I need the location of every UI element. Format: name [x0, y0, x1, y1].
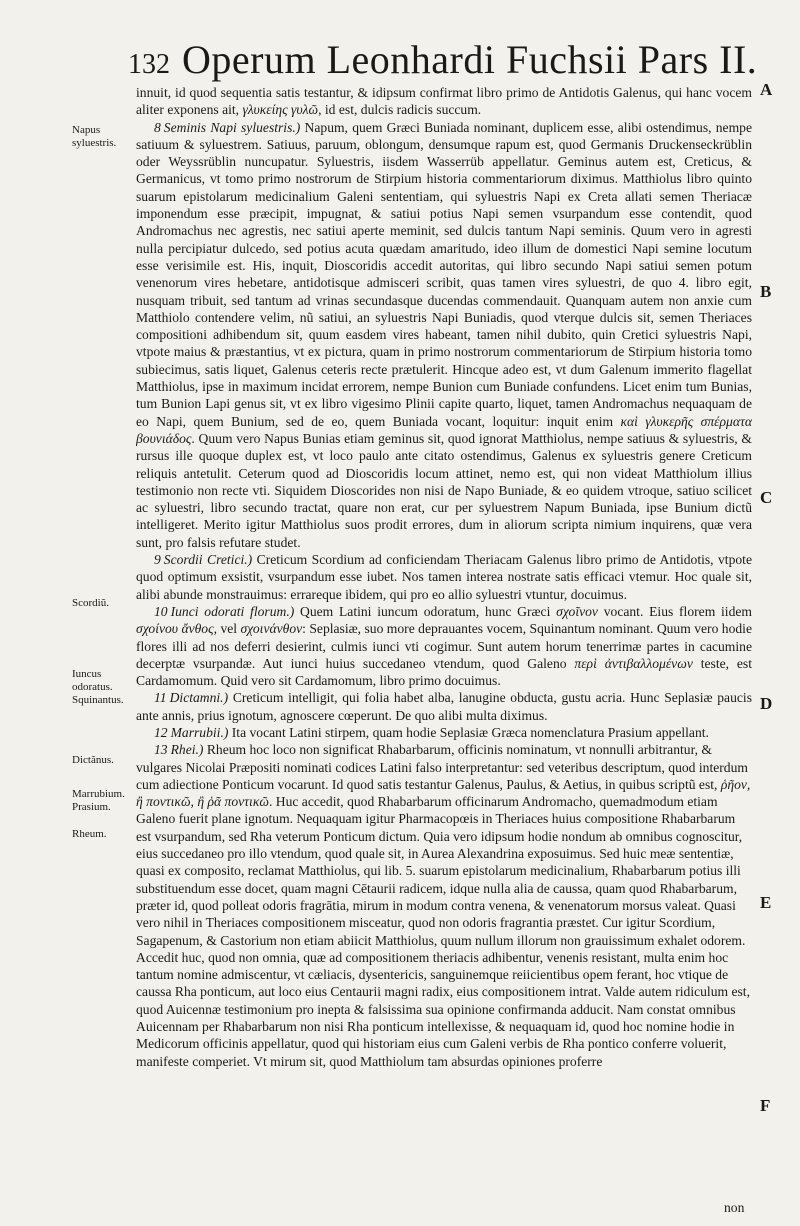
lemma: Scordii Cretici.)	[163, 552, 253, 568]
margin-note-marrubium: Marrubium. Prasium.	[72, 788, 125, 813]
paragraph	[136, 689, 752, 724]
section-letter-a: A	[760, 80, 773, 99]
running-title: Operum Leonhardi Fuchsii Pars II.	[182, 37, 758, 82]
text-run: Creticum intelligit, qui folia habet alba, lanugine obducta, gustu acria. Hunc Seplasiæ paucis ante annis, prius ignotum, agnoscere cœperunt. De quo alibi multa diximus.	[136, 690, 752, 723]
text-run: , id est, dulcis radicis succum.	[318, 102, 482, 118]
greek-phrase: σχοίνου ἄνθος	[136, 621, 214, 637]
lemma: Iunci odorati florum.)	[170, 603, 295, 619]
text-run: , vel	[213, 621, 241, 637]
lemma: Dictamni.)	[169, 690, 229, 706]
text-run: innuit, id quod sequentia satis testantur, & idipsum confirmat libro primo de Antidotis Galenus, qui hanc vocem aliter exponens ait,	[136, 85, 752, 118]
note-number: 10	[154, 603, 168, 619]
greek-phrase: γλυκείης γυλῶ	[242, 102, 319, 118]
body-text	[136, 84, 752, 1218]
section-letter-f: F	[760, 1096, 771, 1115]
greek-phrase: σχοῖνον	[556, 603, 598, 619]
text-run: Rheum hoc loco non significat Rhabarbarum, officinis nominatum, vt nonnulli arbitrantur, & vulgares Nicolai Præpositi nominati codices Latini falso interpretantur: sed veteribus descriptum, quod interdum cum adiectione Ponticum vocarunt. Id quod satis testantur Galenus, Paulus, & Aetius, in quibus scriptũ est,	[136, 742, 748, 792]
text-run: teste, est Cardamomum. Quid vero sit Cardamomum, libro primo docuimus.	[136, 655, 752, 689]
section-letter-d: D	[760, 694, 773, 713]
margin-note-napus: Napus syluestris.	[72, 124, 117, 149]
lemma: Seminis Napi syluestris.)	[163, 119, 301, 135]
greek-phrase: περὶ ἀντιβαλλομένων	[574, 655, 693, 671]
paragraph	[136, 724, 752, 741]
text-run: Napum, quem Græci Buniada nominant, duplicem esse, alibi ostendimus, nempe satiuum & syluestrem. Satiuus, paruum, oblongum, densumque rapum est, quod Germanis Druckenseckrüblin oder Weyssrüblin nuncupatur. Syluestris, iisdem Wasserrüb appellatur. Geminus autem est, Creticus, & Germanicus, vt tomo primo nostrorum de Stirpium historia commentariorum diximus. Matthiolus libro quinto suarum epistolarum medicinalium Galeni sententiam, qui syluestris Napi ex Creta allati semen Theriacæ imponendum esse præcipit, impugnat, & satiui potius Napi semen vsurpandum esse contendit, quod Andromachus nec agrestis, nec satiui aperte meminit, sed dulcis tantum Napi seminis. Quum vero in agresti nulla percipiatur dulcedo, sed potius acuta quædam amaritudo, ideo illum de domestici Napi semine locutum esse verisimile est. His, inquit, Dioscoridis accedit autoritas, qui libro secundo Napi satiui semen potum venenorum vires hebetare, antidotisque admisceri scribit, quas tamen vires syluestri, de quo 4. libro egit, nusquam tribuit, sed tantum ad vrinas secundasque ducendas commendauit. Quanquam autem non anxie cum Matthiolo contendere velim, nũ satiui, an syluestris Napi Buniadis, quod vterque dulcis sit, semen Theriaces compositioni adhibendum sit, quum easdem vires habeant, tamen nihil dubito, quin Cretici syluestris Napi, vtpote maius & præstantius, vt ex pictura, quam in primo nostrorum commentariorum de Stirpium historia tomo subiecimus, satis liquet, Galenus ceteris recte prætulerit. Hincque adeo est, vt dum Galenum immerito flagellat Matthiolus, ipse in maximum incidat errorem, nempe Bunion cum Buniade confundens. Licet enim tum Bunias, tum Bunion Lapi genus sit, vt ex libro vigesimo Plinii capite quarto, liquet, tamen Andromachus nequaquam de eo Napi, quem Bunium, sed de eo, quem Buniada vocant, loquitur: inquit enim	[136, 119, 752, 429]
note-number: 11	[154, 690, 167, 706]
text-run: : Seplasiæ, suo more deprauantes vocem, Squinantum nominant. Quum vero hodie flores illi ad nos deferri desierint, culmis iunci vti cogimur. Sunt autem horum tenerrimæ partes in cacumine decerptæ vsurpandæ. Aut iunci huius succedaneo vtendum, quod Galeno	[136, 621, 752, 671]
margin-note-rheum: Rheum.	[72, 828, 107, 840]
text-run: . Quum vero Napus Bunias etiam geminus sit, quod ignorat Matthiolus, nempe satiuus & syluestris, & rursus ille quoque duplex est, vt loco paulo ante citato ostendimus, Galenus ex syluestris genere Creticum reliquis antetulit. Ceterum quod ad Dioscoridis locum attinet, nemo est, qui non videat Matthiolum illius testimonio non recte vti. Siquidem Dioscorides non nisi de Napo Buniade, & eo quidem vtroque, satiuo scilicet ac syluestri, libro secundo tractat, quare non erat, cur per syluestrem Napum Buniada, ipse Bunium dictũ intelligeret. Merito igitur Matthiolus suos prodit errores, dum in aliorum scripta nimium inquirens, quæ vera sunt, pro falsis refutare studet.	[136, 430, 752, 550]
note-number: 12	[154, 724, 168, 740]
text-run: vocant. Eius florem iidem	[597, 603, 752, 619]
text-run: Quem Latini iuncum odoratum, hunc Græci	[294, 603, 557, 619]
paragraph	[136, 551, 752, 603]
section-letter-e: E	[760, 893, 772, 912]
page-header	[128, 36, 758, 86]
section-letter-b: B	[760, 282, 772, 301]
margin-note-dictamnus: Dictãnus.	[72, 754, 114, 766]
lemma: Rhei.)	[170, 742, 204, 758]
text-run: . Huc accedit, quod Rhabarbarum officinarum Andromacho, quemadmodum etiam Galeno fuerit plane ignotum. Nequaquam igitur Pharmacopœis in Theriaces huius compositione Rhabarbarum est vsurpandum, sed Rha veterum Ponticum dictum. Quia vero idipsum hodie nondum ab omnibus cognoscitur, eius succedaneo pro illo vtendum, quod quale sit, in Aurea Alexandrina exposuimus. Sed huic meæ sententiæ, quasi ex composito, reclamat Matthiolus, qui lib. 5. suarum epistolarum medicinalium, Rhabarbarum potius illi substituendum esse docet, quam magni Cētaurii radicem, idque nulla alia de caussa, quam quod Rhabarbarum, præter id, quod polleat odoris fragrātia, mirum in modum contra venena, & venenatorum morsus valeat. Quasi vero nihil in Theriaces compositionem misceatur, quod non odoris fragrantia præstet. Cur igitur Scordium, Sagapenum, & Castorium non etiam abiicit Matthiolus, quum nullum illorum non grauissimum exhalet odorem. Accedit huc, quod non omnia, quæ ad compositionem theriacis adhibentur, venenis resistant, multa enim hoc tantum nomine admiscentur, vt cæliacis, dysentericis, sanguinemque reiicientibus opem ferant, hoc vtique de caussa Rha ponticum, aut loco eius Centaurii magni radix, eius compositionem intrat. Valde autem ridiculum est, quod Auicennæ testimonium pro inepta & falsissima sua opinione confirmanda adducit. Nam constat omnibus Auicennam per Rhabarbarum non nisi Rha ponticum intellexisse, & nequaquam id, quod hoc nomine hodie in Medicorum officinis appellatur, quod qui historiam eius cum Galeni verbis de Rha pontico conferre voluerit, manifeste comperiet. Vt mirum sit, quod Matthiolum tam absurdas opiniones proferre	[136, 794, 750, 1069]
margin-note-iuncus: Iuncus odoratus. Squinantus.	[72, 668, 124, 706]
note-number: 13	[154, 742, 168, 758]
text-run: Ita vocant Latini stirpem, quam hodie Seplasiæ Græca nomenclatura Prasium appellant.	[228, 724, 709, 740]
paragraph	[136, 603, 752, 689]
catchword: non	[724, 1200, 745, 1215]
lemma: Marrubii.)	[170, 724, 229, 740]
greek-phrase: καὶ γλυκερῆς σπέρματα βουνιάδος	[136, 413, 752, 446]
greek-phrase: σχοινάνθον	[240, 621, 303, 637]
greek-phrase: ῥῆον, ἢ ποντικῶ, ἢ ῥᾶ ποντικῶ	[136, 776, 751, 810]
note-number: 8	[154, 119, 161, 135]
paragraph	[136, 84, 752, 119]
section-letter-c: C	[760, 488, 773, 507]
page-number: 132	[128, 49, 170, 80]
paragraph	[136, 741, 752, 1070]
note-number: 9	[154, 552, 161, 568]
margin-note-scordium: Scordiũ.	[72, 597, 109, 609]
text-run: Creticum Scordium ad conficiendam Theriacam Galenus libro primo de Antidotis, vtpote quod optimum exsistit, vsurpandum esse iubet. Nos tamen interea nostrate satis efficaci vtemur. Hoc quale sit, alibi abunde monstrauimus: errareque ibidem, qui pro eo allio syluestri vtuntur, docuimus.	[136, 552, 752, 602]
paragraph	[136, 119, 752, 551]
